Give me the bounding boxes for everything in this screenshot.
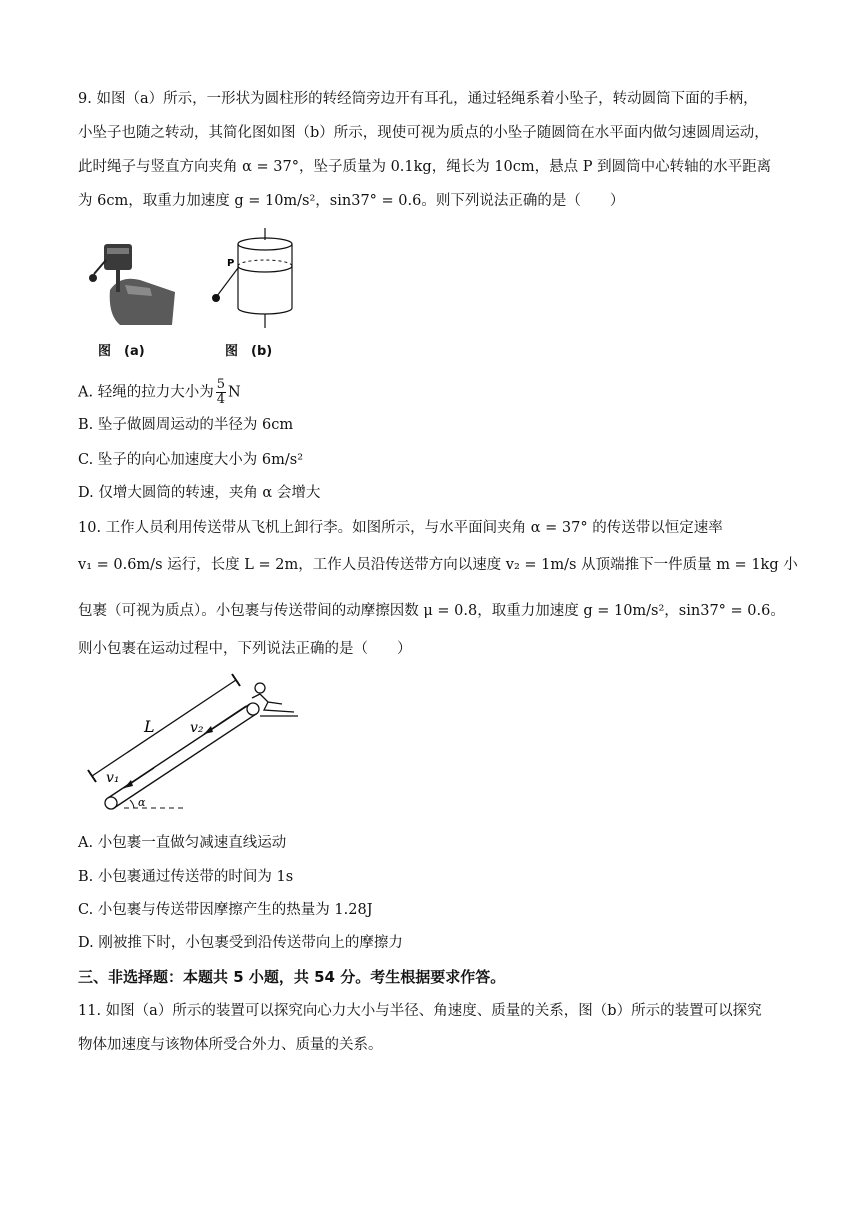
length-label: L — [144, 717, 155, 736]
fraction-numerator: 5 — [216, 377, 225, 392]
q9-figure-b — [205, 228, 315, 360]
q9-option-c: C. 坠子的向心加速度大小为 6m/s² — [78, 452, 304, 468]
alpha-label: α — [138, 796, 146, 809]
section-heading: 三、非选择题：本题共 5 小题，共 54 分。考生根据要求作答。 — [78, 968, 506, 986]
point-p-label: P — [227, 258, 235, 269]
q10-line-3: 包裹（可视为质点）。小包裹与传送带间的动摩擦因数 μ = 0.8，取重力加速度 g = 10m/s²，sin37° = 0.6。 — [78, 603, 785, 619]
q9-figure-a — [80, 230, 180, 360]
prayer-wheel-photo-icon — [80, 230, 180, 330]
q11-line-1: 11. 如图（a）所示的装置可以探究向心力大小与半径、角速度、质量的关系，图（b）所示的装置可以探究 — [78, 1003, 762, 1019]
q9-option-a-fraction — [216, 378, 226, 407]
q10-conveyor-figure — [84, 672, 304, 818]
q9-option-a-text: A. 轻绳的拉力大小为 — [78, 384, 214, 401]
q10-option-a: A. 小包裹一直做匀减速直线运动 — [78, 835, 287, 851]
q9-line-2: 小坠子也随之转动，其简化图如图（b）所示，现使可视为质点的小坠子随圆筒在水平面内做匀速圆周运动， — [78, 125, 769, 141]
v2-label: v₂ — [190, 720, 204, 736]
q9-line-4: 为 6cm，取重力加速度 g = 10m/s²，sin37° = 0.6。则下列说法正确的是（ ） — [78, 193, 625, 209]
conveyor-diagram — [84, 672, 304, 818]
q10-line-2: v₁ = 0.6m/s 运行，长度 L = 2m，工作人员沿传送带方向以速度 v₂ = 1m/s 从顶端推下一件质量 m = 1kg 小 — [78, 557, 798, 573]
cylinder-diagram — [205, 228, 315, 332]
q9-option-d: D. 仅增大圆筒的转速，夹角 α 会增大 — [78, 485, 321, 501]
q10-option-d: D. 刚被推下时，小包裹受到沿传送带向上的摩擦力 — [78, 935, 403, 951]
v1-label: v₁ — [106, 770, 120, 786]
q11-line-2: 物体加速度与该物体所受合外力、质量的关系。 — [78, 1037, 383, 1053]
q10-line-1: 10. 工作人员利用传送带从飞机上卸行李。如图所示，与水平面间夹角 α = 37° 的传送带以恒定速率 — [78, 520, 723, 536]
q9-option-a — [78, 378, 241, 407]
q9-line-3: 此时绳子与竖直方向夹角 α = 37°，坠子质量为 0.1kg，绳长为 10cm，悬点 P 到圆筒中心转轴的水平距离 — [78, 159, 772, 175]
q10-option-b: B. 小包裹通过传送带的时间为 1s — [78, 869, 294, 885]
fraction-denominator: 4 — [216, 392, 225, 407]
q9-option-b: B. 坠子做圆周运动的半径为 6cm — [78, 417, 294, 433]
q10-option-c: C. 小包裹与传送带因摩擦产生的热量为 1.28J — [78, 902, 373, 918]
q10-line-4: 则小包裹在运动过程中，下列说法正确的是（ ） — [78, 641, 412, 657]
q9-figure-a-caption: 图 (a) — [98, 344, 145, 359]
q9-figure-b-caption: 图 (b) — [225, 344, 273, 359]
q9-line-1: 9. 如图（a）所示，一形状为圆柱形的转经筒旁边开有耳孔，通过轻绳系着小坠子，转动圆筒下面的手柄， — [78, 91, 758, 107]
q9-option-a-unit: N — [227, 384, 241, 401]
